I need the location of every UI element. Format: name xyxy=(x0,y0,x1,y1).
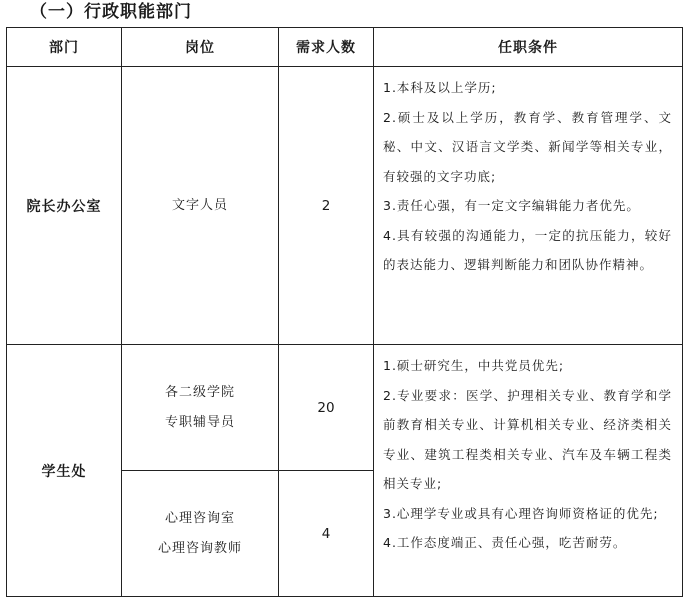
requirement-item: 4.具有较强的沟通能力，一定的抗压能力，较好的表达能力、逻辑判断能力和团队协作精神。 xyxy=(383,227,672,272)
position-line: 文字人员 xyxy=(171,197,228,213)
requirement-item: 2.专业要求：医学、护理相关专业、教育学和学前教育相关专业、计算机相关专业、经济类相关专业、建筑工程类相关专业、汽车及车辆工程类相关专业; xyxy=(383,387,672,491)
count-cell: 4 xyxy=(279,471,374,597)
requirement-item: 1.硕士研究生，中共党员优先; xyxy=(383,358,565,373)
position-line: 各二级学院 xyxy=(164,384,235,400)
header-department: 部门 xyxy=(7,28,122,67)
requirement-item: 2.硕士及以上学历，教育学、教育管理学、文秘、中文、汉语言文学类、新闻学等相关专业，有较强的文字功底; xyxy=(383,109,672,184)
position-line: 专职辅导员 xyxy=(164,414,235,430)
count-cell: 2 xyxy=(279,67,374,345)
position-line: 心理咨询教师 xyxy=(157,540,242,556)
requirement-item: 1.本科及以上学历; xyxy=(383,80,497,95)
requirements-cell xyxy=(374,67,683,345)
requirement-item: 4.工作态度端正、责任心强，吃苦耐劳。 xyxy=(383,535,627,550)
table-row xyxy=(7,67,683,345)
count-cell: 20 xyxy=(279,345,374,471)
position-cell xyxy=(122,471,279,597)
header-count: 需求人数 xyxy=(279,28,374,67)
requirement-item: 3.心理学专业或具有心理咨询师资格证的优先; xyxy=(383,505,659,521)
recruitment-table xyxy=(6,27,683,597)
position-cell xyxy=(122,67,279,345)
requirement-item: 3.责任心强，有一定文字编辑能力者优先。 xyxy=(383,198,640,213)
position-cell xyxy=(122,345,279,471)
section-title: （一）行政职能部门 xyxy=(30,2,192,22)
table-header-row xyxy=(7,28,683,67)
position-line: 心理咨询室 xyxy=(164,510,235,526)
table-row xyxy=(7,345,683,471)
header-requirements: 任职条件 xyxy=(374,28,683,67)
requirements-cell xyxy=(374,345,683,597)
header-position: 岗位 xyxy=(122,28,279,67)
department-cell: 学生处 xyxy=(7,345,122,597)
department-cell: 院长办公室 xyxy=(7,67,122,345)
